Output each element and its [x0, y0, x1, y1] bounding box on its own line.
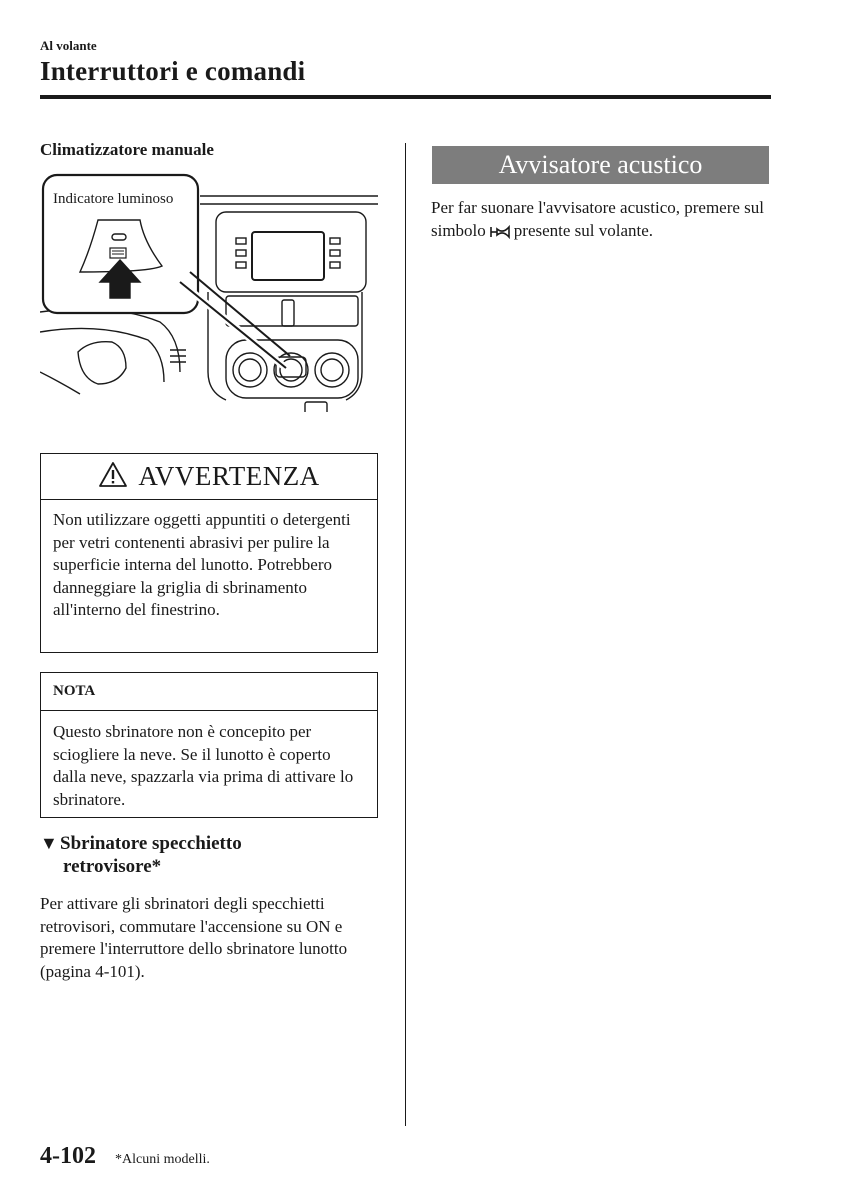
mirror-heading-line2: retrovisore* [63, 856, 162, 877]
warning-title: AVVERTENZA [138, 461, 320, 491]
title-rule [40, 95, 771, 99]
dashboard-illustration [40, 172, 378, 412]
note-title: NOTA [41, 673, 377, 711]
horn-text-after: presente sul volante. [513, 220, 654, 240]
note-text: Questo sbrinatore non è concepito per sciogliere la neve. Se il lunotto è coperto dalla neve, spazzarla via prima di attivare lo sbrinatore. [53, 722, 354, 809]
column-divider [405, 143, 406, 1126]
mirror-heading-line1: Sbrinatore specchietto [60, 833, 242, 854]
horn-icon [489, 223, 511, 246]
figure-heading: Climatizzatore manuale [40, 140, 214, 159]
horn-text-before: Per far suonare l'avvisatore acustico, premere sul simbolo [431, 198, 765, 240]
mirror-defroster-text: Per attivare gli sbrinatori degli specchietti retrovisori, commutare l'accensione su ON e premere l'interruttore dello sbrinatore lunotto (pagina 4-101). [40, 894, 348, 981]
section-bullet-icon: ▼ [40, 833, 58, 853]
warning-text: Non utilizzare oggetti appuntiti o detergenti per vetri contenenti abrasivi per pulire la superficie interna del lunotto. Potrebbero danneggiare la griglia di sbrinamento all'interno del finestrino. [53, 510, 351, 619]
mirror-defroster-heading [40, 832, 380, 878]
horn-text [431, 197, 773, 245]
page-title: Interruttori e comandi [40, 56, 306, 86]
horn-section-banner: Avvisatore acustico [432, 146, 769, 184]
section-label: Al volante [40, 38, 97, 53]
warning-box [40, 453, 378, 653]
footnote: *Alcuni modelli. [115, 1152, 210, 1167]
page-number: 4-102 [40, 1143, 96, 1169]
warning-header [41, 454, 377, 500]
note-box [40, 672, 378, 818]
callout-label: Indicatore luminoso [53, 191, 174, 207]
warning-triangle-icon [98, 461, 128, 493]
